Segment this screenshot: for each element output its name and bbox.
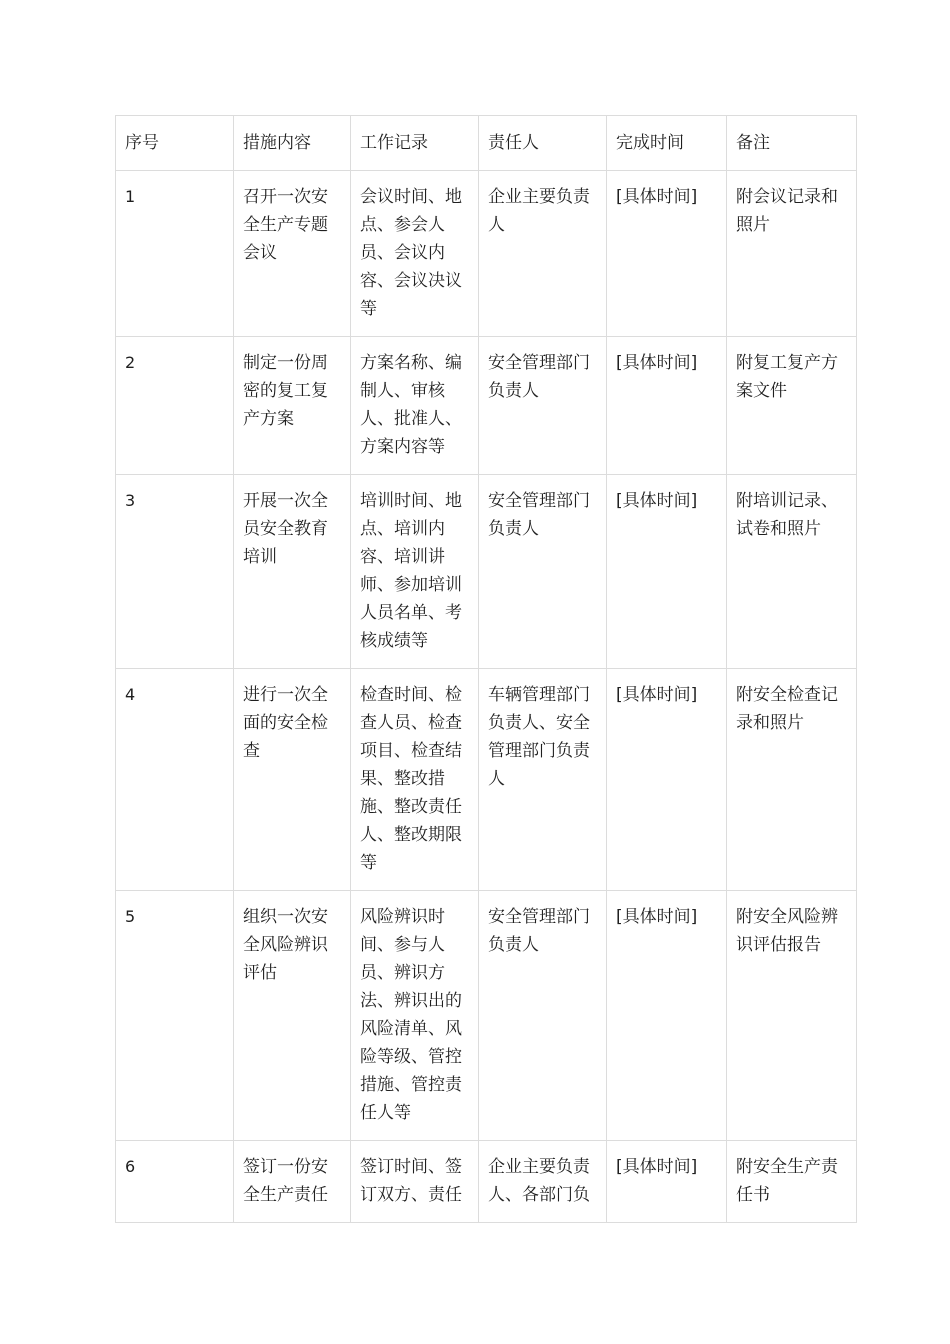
header-measure: 措施内容 [234,116,351,171]
header-owner: 责任人 [479,116,607,171]
cell-measure: 召开一次安全生产专题会议 [234,171,351,337]
cell-record: 签订时间、签订双方、责任 [351,1141,479,1223]
cell-owner: 企业主要负责人、各部门负 [479,1141,607,1223]
cell-record: 检查时间、检查人员、检查项目、检查结果、整改措施、整改责任人、整改期限等 [351,669,479,891]
header-record: 工作记录 [351,116,479,171]
cell-no: 1 [116,171,234,337]
table-header-row [116,116,857,171]
cell-remark: 附安全风险辨识评估报告 [727,891,857,1141]
measures-table [115,115,857,1223]
cell-remark: 附复工复产方案文件 [727,337,857,475]
cell-no: 6 [116,1141,234,1223]
cell-measure: 签订一份安全生产责任 [234,1141,351,1223]
header-remark: 备注 [727,116,857,171]
cell-record: 培训时间、地点、培训内容、培训讲师、参加培训人员名单、考核成绩等 [351,475,479,669]
cell-no: 3 [116,475,234,669]
table-row [116,475,857,669]
table-row [116,337,857,475]
table-row [116,1141,857,1223]
cell-owner: 安全管理部门负责人 [479,337,607,475]
cell-remark: 附会议记录和照片 [727,171,857,337]
cell-no: 2 [116,337,234,475]
header-time: 完成时间 [607,116,727,171]
cell-remark: 附培训记录、试卷和照片 [727,475,857,669]
cell-measure: 组织一次安全风险辨识评估 [234,891,351,1141]
cell-time: [具体时间] [607,171,727,337]
cell-time: [具体时间] [607,891,727,1141]
cell-time: [具体时间] [607,1141,727,1223]
cell-owner: 企业主要负责人 [479,171,607,337]
table-row [116,669,857,891]
cell-owner: 安全管理部门负责人 [479,891,607,1141]
cell-owner: 安全管理部门负责人 [479,475,607,669]
cell-record: 风险辨识时间、参与人员、辨识方法、辨识出的风险清单、风险等级、管控措施、管控责任人等 [351,891,479,1141]
cell-time: [具体时间] [607,475,727,669]
cell-time: [具体时间] [607,669,727,891]
table-row [116,171,857,337]
cell-remark: 附安全生产责任书 [727,1141,857,1223]
cell-measure: 开展一次全员安全教育培训 [234,475,351,669]
header-no: 序号 [116,116,234,171]
cell-measure: 进行一次全面的安全检查 [234,669,351,891]
cell-record: 方案名称、编制人、审核人、批准人、方案内容等 [351,337,479,475]
cell-measure: 制定一份周密的复工复产方案 [234,337,351,475]
cell-no: 4 [116,669,234,891]
cell-owner: 车辆管理部门负责人、安全管理部门负责人 [479,669,607,891]
cell-record: 会议时间、地点、参会人员、会议内容、会议决议等 [351,171,479,337]
cell-time: [具体时间] [607,337,727,475]
table-row [116,891,857,1141]
cell-no: 5 [116,891,234,1141]
cell-remark: 附安全检查记录和照片 [727,669,857,891]
